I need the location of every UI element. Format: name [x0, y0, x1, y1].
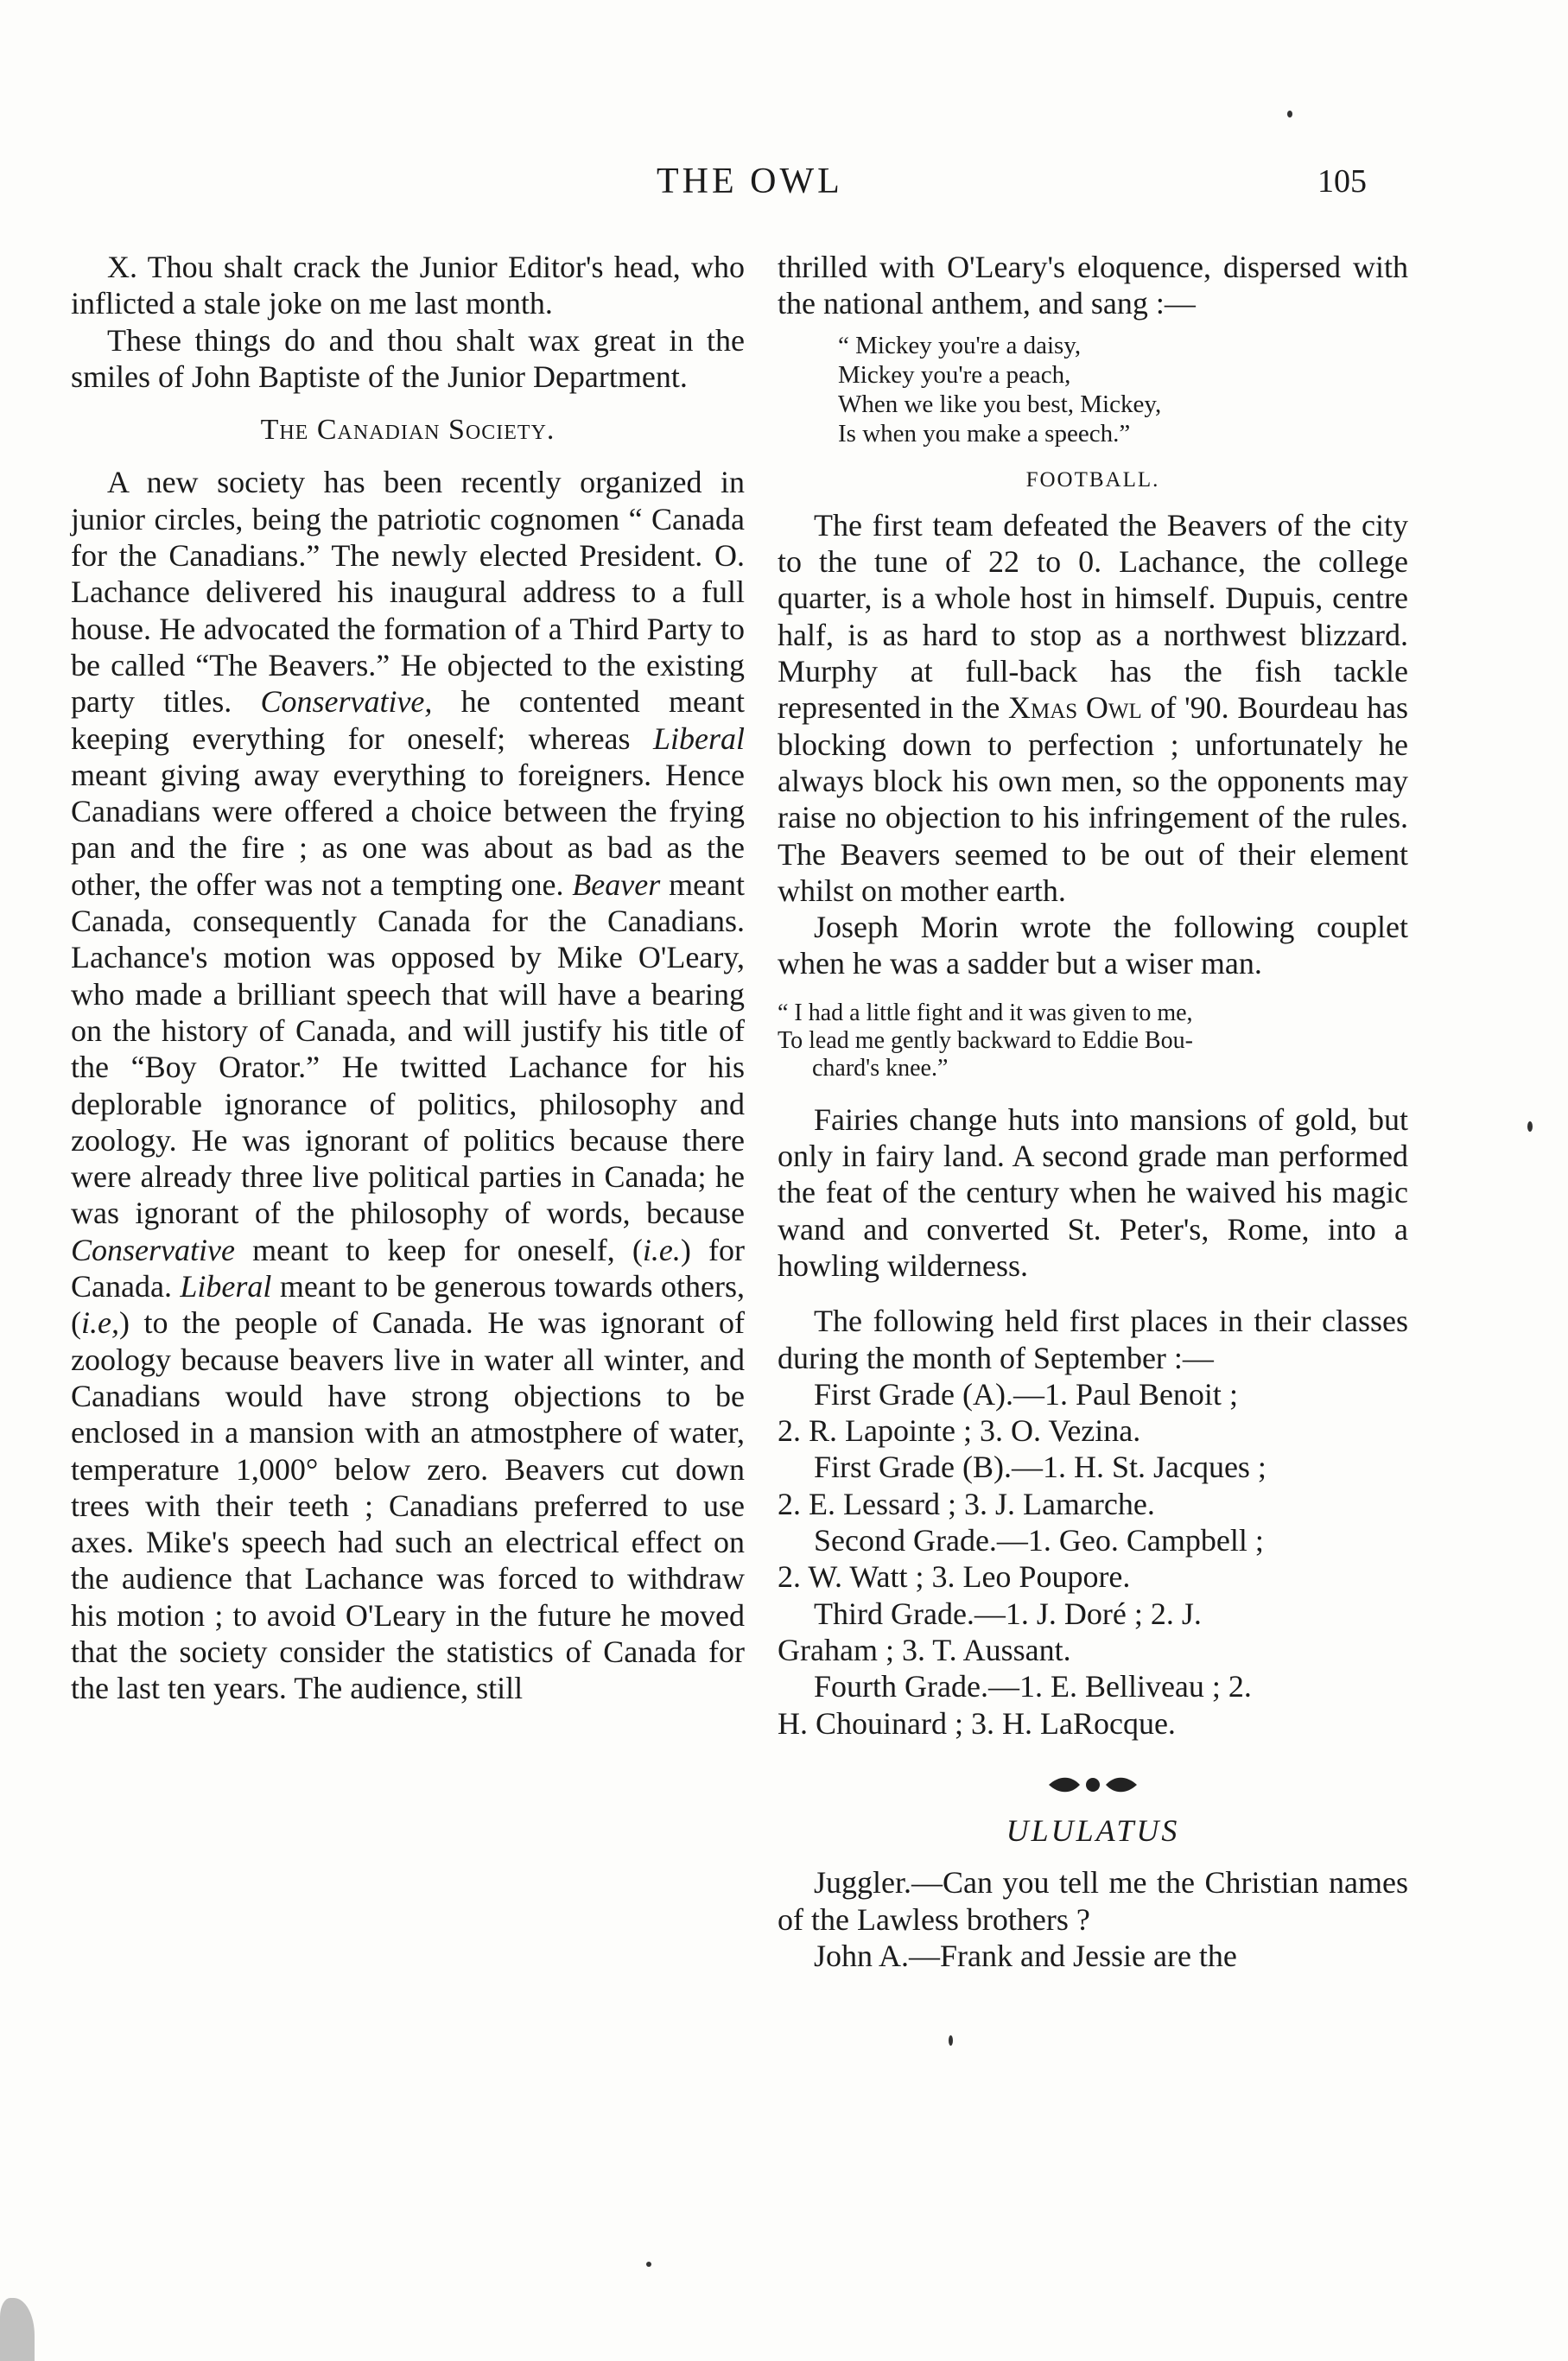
text-run: meant to be generous towards others, (	[71, 1269, 745, 1341]
text-run: meant giving away everything to foreigners. Hence Canadians were offered a choice between the frying pan and the fire ; as one was about as bad as the other, the offer was not a tempting one.	[71, 757, 745, 902]
class-results-list	[778, 1376, 1408, 1742]
couplet-line: “ I had a little fight and it was given to me,	[778, 999, 1193, 1026]
text-run: ) for Canada.	[71, 1232, 746, 1304]
verse-line: When we like you best, Mickey,	[838, 390, 1162, 418]
morin-paragraph: Joseph Morin wrote the following couplet when he was a sadder but a wiser man.	[778, 910, 1408, 981]
continued-paragraph: thrilled with O'Leary's eloquence, dispersed with the national anthem, and sang :—	[778, 250, 1408, 321]
class-grade-line: Fourth Grade.—1. E. Belliveau ; 2.	[814, 1669, 1252, 1704]
class-rest-line: 2. R. Lapointe ; 3. O. Vezina.	[778, 1413, 1141, 1449]
text-run: A new society has been recently organized in junior circles, being the patriotic cognomen “ Canada for the Canadians.” The newly elected President. O. Lachance delivered his inaugural address to a full house. He advocated the formation of a Third Party to be called “The Beavers.” He objected to the existing party titles.	[71, 465, 745, 720]
running-title: THE OWL	[657, 162, 843, 201]
text-run: meant Canada, consequently Canada for the Canadians. Lachance's motion was opposed by Mike O'Leary, who made a brilliant speech that will have a bearing on the history of Canada, and will justify his title of the “Boy Orator.” He twitted Lachance for his deplorable ignorance of politics, philosophy and zoology. He was ignorant of politics because there were already three live political parties in Canada; he was ignorant of the philosophy of words, because	[71, 866, 746, 1231]
class-result-item	[778, 1596, 1408, 1669]
fairies-paragraph: Fairies change huts into mansions of gold, but only in fairy land. A second grade man performed the feat of the century when he waived his magic wand and converted St. Peter's, Rome, into a howling wilderness.	[778, 1101, 1408, 1283]
class-result-item	[778, 1376, 1408, 1450]
text-run: of '90. Bourdeau has blocking down to perfection ; unfortunately he always block his own men, so the opponents may raise no objection to his infringement of the rules. The Beavers seemed to be out of their element whilst on mother earth.	[778, 690, 1408, 908]
verse-line: “ Mickey you're a daisy,	[838, 331, 1082, 359]
italic-term: Beaver	[572, 866, 661, 902]
couplet-line: To lead me gently backward to Eddie Bou-	[778, 1026, 1193, 1054]
section-heading-ululatus: ULULATUS	[1006, 1813, 1180, 1849]
text-run: ) to the people of Canada. He was ignorant of zoology because beavers live in water all winter, and Canadians would have strong objections to be enclosed in a mansion with an atmostphere of water, temperature 1,000° below zero. Beavers cut down trees with their teeth ; Canadians preferred to use axes. Mike's speech had such an electrical effect on the audience that Lachance was forced to withdraw his motion ; to avoid O'Leary in the future he moved that the society consider the statistics of Canada for the last ten years. The audience, still	[71, 1305, 745, 1706]
couplet-block	[778, 1000, 1408, 1082]
text-run: The first team defeated the Beavers of the city to the tune of 22 to 0. Lachance, the college quarter, is a whole host in himself. Dupuis, centre half, is as hard to stop as a northwest blizzard. Murphy at full-back has the fish tackle represented in the	[778, 507, 1408, 726]
football-paragraph	[778, 507, 1408, 909]
canadian-society-paragraph	[71, 464, 745, 1706]
couplet-line: chard's knee.”	[812, 1054, 949, 1082]
italic-term: Conservative,	[260, 684, 433, 720]
italic-term: i.e,	[81, 1305, 119, 1341]
class-rest-line: 2. W. Watt ; 3. Leo Poupore.	[778, 1559, 1131, 1595]
left-column	[71, 249, 745, 1707]
italic-term: Liberal	[180, 1269, 272, 1304]
class-result-item	[778, 1668, 1408, 1742]
class-rest-line: Graham ; 3. T. Aussant.	[778, 1632, 1071, 1667]
class-rest-line: H. Chouinard ; 3. H. LaRocque.	[778, 1705, 1176, 1741]
section-heading-canadian-society: The Canadian Society.	[260, 414, 555, 447]
italic-term: Conservative	[71, 1232, 235, 1267]
class-grade-line: Third Grade.—1. J. Doré ; 2. J.	[814, 1596, 1202, 1631]
john-a-paragraph: John A.—Frank and Jessie are the	[814, 1938, 1237, 1973]
closing-paragraph: These things do and thou shalt wax great in the smiles of John Baptiste of the Junior Department.	[71, 322, 745, 394]
class-grade-line: First Grade (B).—1. H. St. Jacques ;	[814, 1450, 1266, 1485]
class-result-item	[778, 1449, 1408, 1522]
ink-speck	[1287, 111, 1292, 117]
ink-speck	[646, 2262, 651, 2267]
class-result-item	[778, 1522, 1408, 1596]
italic-term: Liberal	[653, 720, 746, 756]
verse-block	[838, 331, 1408, 448]
smallcaps-term: Xmas Owl	[1008, 690, 1142, 726]
class-grade-line: Second Grade.—1. Geo. Campbell ;	[814, 1523, 1264, 1558]
page-edge-stain	[0, 2298, 35, 2361]
commandment-paragraph: X. Thou shalt crack the Junior Editor's head, who inflicted a stale joke on me last month.	[71, 250, 745, 321]
class-rest-line: 2. E. Lessard ; 3. J. Lamarche.	[778, 1486, 1155, 1521]
italic-term: i.e.	[642, 1232, 681, 1267]
ornament-divider-icon	[778, 1768, 1408, 1804]
ink-speck	[949, 2035, 953, 2046]
first-places-paragraph: The following held first places in their classes during the month of September :—	[778, 1304, 1408, 1375]
section-heading-football: FOOTBALL.	[1025, 467, 1160, 492]
text-run: he contented meant keeping everything for oneself; whereas	[71, 684, 746, 756]
page-number: 105	[1317, 163, 1367, 200]
juggler-paragraph: Juggler.—Can you tell me the Christian names of the Lawless brothers ?	[778, 1865, 1408, 1937]
ink-speck	[1527, 1121, 1533, 1132]
page-header	[0, 161, 1568, 213]
verse-line: Mickey you're a peach,	[838, 360, 1071, 389]
verse-line: Is when you make a speech.”	[838, 419, 1131, 447]
right-column	[778, 249, 1408, 1974]
class-grade-line: First Grade (A).—1. Paul Benoit ;	[814, 1376, 1238, 1412]
text-run: meant to keep for oneself, (	[252, 1232, 643, 1267]
